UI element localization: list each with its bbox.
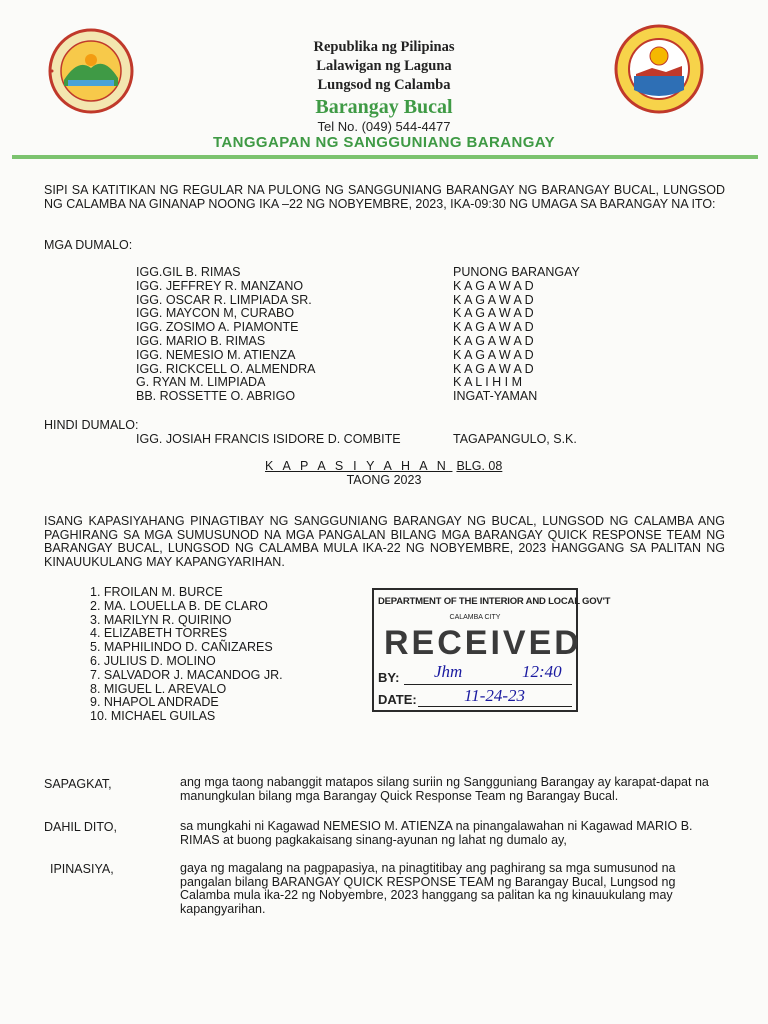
attendee-title: K A G A W A D xyxy=(453,347,534,362)
attendee-name: IGG. OSCAR R. LIMPIADA SR. xyxy=(136,292,312,307)
attendee-title: PUNONG BARANGAY xyxy=(453,265,580,279)
resolution-number: BLG. 08 xyxy=(456,459,503,473)
attendee-name: G. RYAN M. LIMPIADA xyxy=(136,375,266,390)
clause-text-sapagkat: ang mga taong nabanggit matapos silang suriin ng Sangguniang Barangay ay karapat-dapat na manungkulan bilang mga Barangay Quick Response Team ng Barangay Bucal. xyxy=(180,775,709,803)
barangay-name: Barangay Bucal xyxy=(315,96,453,118)
qrt-member: 9. NHAPOL ANDRADE xyxy=(90,695,219,710)
resolution-year: TAONG 2023 xyxy=(346,473,422,487)
clause-text-ipinasiya: gaya ng magalang na pagpapasiya, na pinagtitibay ang paghirang sa mga sumusunod na pangalan bilang BARANGAY QUICK RESPONSE TEAM ng Barangay Bucal, Lungsod ng Calamba mula ika-22 ng Nobyembre, 2023 hanggang sa palitan ka ng kinauukulang may kapangyarihan. xyxy=(180,861,676,917)
resolution-title xyxy=(265,459,502,473)
attendee-title: K A G A W A D xyxy=(453,292,534,307)
stamp-date-value: 11-24-23 xyxy=(464,686,526,705)
received-stamp xyxy=(372,588,611,712)
province-line: Lalawigan ng Laguna xyxy=(316,58,452,74)
attendee-title: K A G A W A D xyxy=(453,361,534,376)
attendee-name: IGG.GIL B. RIMAS xyxy=(136,265,241,279)
qrt-member: 1. FROILAN M. BURCE xyxy=(90,585,223,599)
stamp-by-signature: Jhm xyxy=(434,662,463,681)
attendee-title: K A L I H I M xyxy=(453,375,523,390)
attendee-title: K A G A W A D xyxy=(453,306,534,321)
attendee-name: IGG. NEMESIO M. ATIENZA xyxy=(136,347,296,362)
qrt-member: 3. MARILYN R. QUIRINO xyxy=(90,612,232,627)
qrt-member: 4. ELIZABETH TORRES xyxy=(90,626,228,641)
qrt-member: 8. MIGUEL L. AREVALO xyxy=(90,681,227,696)
stamp-date-label: DATE: xyxy=(378,692,417,707)
absent-name: IGG. JOSIAH FRANCIS ISIDORE D. COMBITE xyxy=(136,432,401,446)
attendee-name: IGG. MAYCON M, CURABO xyxy=(136,306,295,321)
clause-label-dahil-dito: DAHIL DITO, xyxy=(44,820,117,834)
clause-label-ipinasiya: IPINASIYA, xyxy=(50,862,114,876)
header-divider xyxy=(12,155,758,159)
qrt-member: 5. MAPHILINDO D. CAÑIZARES xyxy=(90,640,273,655)
attendee-name: IGG. ZOSIMO A. PIAMONTE xyxy=(136,320,299,335)
clause-text-dahil-dito: sa mungkahi ni Kagawad NEMESIO M. ATIENZA na pinangalawahan ni Kagawad MARIO B. RIMAS at buong pagkakaisang sinang-ayunan ng lahat ng dumalo ay, xyxy=(180,819,693,847)
attendee-name: IGG. RICKCELL O. ALMENDRA xyxy=(136,361,316,376)
qrt-member: 6. JULIUS D. MOLINO xyxy=(90,654,216,668)
resolution-text: ISANG KAPASIYAHANG PINAGTIBAY NG SANGGUNIANG BARANGAY NG BUCAL, LUNGSOD NG CALAMBA ANG PAGHIRANG SA MGA SUMUSUNOD NA MGA PANGALAN BILANG MGA BARANGAY QUICK RESPONSE TEAM NG BARANGAY BUCAL, LUNGSOD NG CALAMBA MULA IKA-22 NG NOBYEMBRE, 2023 HANGGANG SA PALITAN NG KINAUUKULANG MAY KAPANGYARIHAN. xyxy=(44,514,725,570)
stamp-by-label: BY: xyxy=(378,670,400,685)
attendee-title: K A G A W A D xyxy=(453,320,534,335)
stamp-department: DEPARTMENT OF THE INTERIOR AND LOCAL GOV'T xyxy=(378,596,611,607)
qrt-member: 2. MA. LOUELLA B. DE CLARO xyxy=(90,598,268,613)
stamp-received: RECEIVED xyxy=(384,624,582,662)
minutes-intro: SIPI SA KATITIKAN NG REGULAR NA PULONG NG SANGGUNIANG BARANGAY NG BARANGAY BUCAL, LUNGSOD NG CALAMBA NA GINANAP NOONG IKA –22 NG NOBYEMBRE, 2023, IKA-09:30 NG UMAGA SA BARANGAY NA ITO: xyxy=(44,183,725,211)
republic-line: Republika ng Pilipinas xyxy=(313,39,455,55)
stamp-city: CALAMBA CITY xyxy=(449,614,501,621)
attendee-title: K A G A W A D xyxy=(453,334,534,348)
attendee-title: K A G A W A D xyxy=(453,278,534,293)
attendee-title: INGAT-YAMAN xyxy=(453,389,538,404)
city-line: Lungsod ng Calamba xyxy=(317,77,451,93)
letterhead xyxy=(0,38,768,151)
resolution-label: K A P A S I Y A H A N xyxy=(265,459,449,473)
attendee-name: IGG. JEFFREY R. MANZANO xyxy=(136,278,304,293)
present-label: MGA DUMALO: xyxy=(44,238,133,252)
qrt-member: 7. SALVADOR J. MACANDOG JR. xyxy=(90,667,283,682)
qrt-member: 10. MICHAEL GUILAS xyxy=(90,709,216,724)
stamp-by-line xyxy=(404,684,572,685)
attendee-name: BB. ROSSETTE O. ABRIGO xyxy=(136,389,296,404)
stamp-date-line xyxy=(418,706,572,707)
absent-title: TAGAPANGULO, S.K. xyxy=(453,432,577,446)
clause-label-sapagkat: SAPAGKAT, xyxy=(44,777,112,791)
telephone-number: Tel No. (049) 544-4477 xyxy=(317,119,451,134)
stamp-time: 12:40 xyxy=(522,662,562,681)
absent-label: HINDI DUMALO: xyxy=(44,418,139,432)
office-name: TANGGAPAN NG SANGGUNIANG BARANGAY xyxy=(212,134,556,151)
attendee-name: IGG. MARIO B. RIMAS xyxy=(136,334,266,348)
